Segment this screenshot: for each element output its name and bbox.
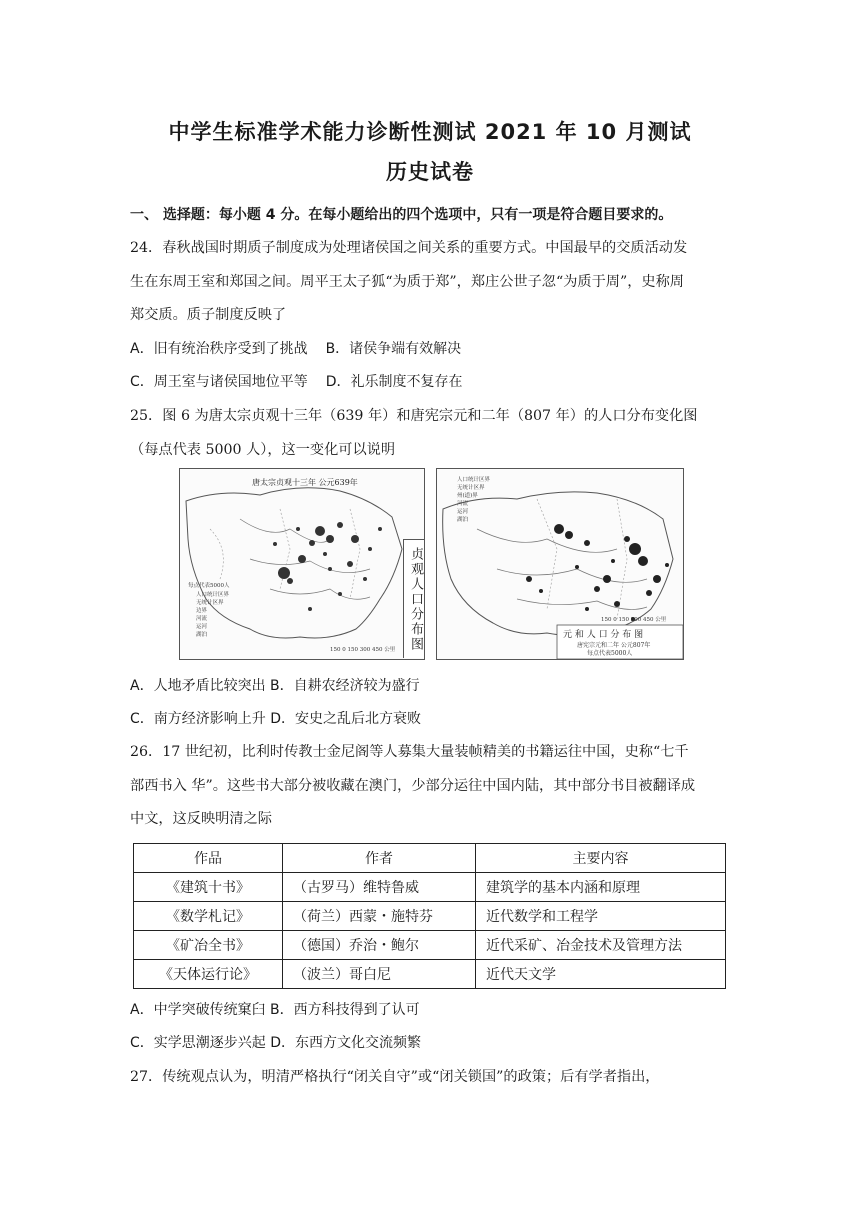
q24-option-d: D．礼乐制度不复存在 [325,374,463,390]
q24-option-c: C．周王室与诸侯国地位平等 [130,374,308,390]
table-cell-work: 《建筑十书》 [134,873,283,902]
table-cell-content: 近代天文学 [476,960,726,989]
table-header-author: 作者 [283,844,476,873]
zhenguan-legend-5: 运河 [196,624,208,630]
yuanhe-legend-2: 州(道)界 [457,493,478,499]
zhenguan-vertical-label: 贞观人口分布图 [403,539,424,658]
yuanhe-map-title: 元 和 人 口 分 布 图 [563,630,644,640]
table-header-content: 主要内容 [476,844,726,873]
yuanhe-caption-1: 唐宪宗元和二年 公元807年 [577,642,651,649]
q24-options-row-2 [130,372,730,392]
q26-line-3: 中文，这反映明清之际 [130,811,272,827]
western-books-table [133,843,726,989]
zhenguan-scale: 150 0 150 300 450 公里 [330,647,396,653]
q25-line-2: （每点代表 5000 人），这一变化可以说明 [130,442,396,458]
q24-line-3: 郑交质。质子制度反映了 [130,307,287,323]
yuanhe-legend-0: 人口统计区界 [457,477,491,483]
zhenguan-legend-2: 无统计区界 [196,600,224,606]
table-cell-content: 近代数学和工程学 [476,902,726,931]
zhenguan-legend-1: 人口统计区界 [196,592,230,598]
zhenguan-map-drawing [180,469,424,659]
table-cell-work: 《天体运行论》 [134,960,283,989]
yuanhe-caption-2: 每点代表5000人 [587,650,633,657]
yuanhe-scale: 150 0 150 300 450 公里 [601,617,667,623]
table-row [134,902,726,931]
table-header-work: 作品 [134,844,283,873]
q26-options-row-2: C．实学思潮逐步兴起 D．东西方文化交流频繁 [130,1035,422,1051]
q26-line-2: 部西书入 华”。这些书大部分被收藏在澳门，少部分运往中国内陆，其中部分书目被翻译成 [130,778,696,794]
q25-line-1: 25．图 6 为唐太宗贞观十三年（639 年）和唐宪宗元和二年（807 年）的人口分布变化图 [130,408,698,424]
table-cell-content: 近代采矿、冶金技术及管理方法 [476,931,726,960]
table-cell-author: （波兰）哥白尼 [283,960,476,989]
yuanhe-legend-1: 无统计区界 [457,485,485,491]
q27-line-1: 27．传统观点认为，明清严格执行“闭关自守”或“闭关锁国”的政策；后有学者指出， [130,1069,660,1085]
zhenguan-legend-0: 每点代表5000人 [188,583,230,589]
q24-line-1: 24．春秋战国时期质子制度成为处理诸侯国之间关系的重要方式。中国最早的交质活动发 [130,240,688,256]
zhenguan-population-map [179,468,425,660]
q26-line-1: 26．17 世纪初，比利时传教士金尼阁等人募集大量装帧精美的书籍运往中国，史称“七千 [130,744,689,760]
table-cell-author: （古罗马）维特鲁威 [283,873,476,902]
zhenguan-legend-6: 湖泊 [196,632,208,638]
q26-options-row-1: A．中学突破传统窠臼 B．西方科技得到了认可 [130,1002,420,1018]
zhenguan-map-title: 唐太宗贞观十三年 公元639年 [252,478,358,487]
table-cell-author: （德国）乔治・鲍尔 [283,931,476,960]
table-cell-content: 建筑学的基本内涵和原理 [476,873,726,902]
q24-option-b: B．诸侯争端有效解决 [325,341,462,357]
q24-option-a: A．旧有统治秩序受到了挑战 [130,341,308,357]
yuanhe-legend-5: 湖泊 [457,517,469,523]
q24-line-2: 生在东周王室和郑国之间。周平王太子狐“为质于郑”，郑庄公世子忽“为质于周”，史称周 [130,274,684,290]
table-row [134,960,726,989]
q24-options-row-1 [130,339,730,359]
yuanhe-legend-4: 运河 [457,509,469,515]
table-row [134,873,726,902]
table-header-row [134,844,726,873]
table-cell-work: 《矿冶全书》 [134,931,283,960]
yuanhe-map-drawing [437,469,683,659]
zhenguan-legend-3: 边界 [196,608,208,614]
q25-options-row-1: A．人地矛盾比较突出 B．自耕农经济较为盛行 [130,678,420,694]
table-cell-work: 《数学札记》 [134,902,283,931]
exam-subtitle: 历史试卷 [386,160,474,184]
table-cell-author: （荷兰）西蒙・施特芬 [283,902,476,931]
section-heading: 一、 选择题：每小题 4 分。在每小题给出的四个选项中，只有一项是符合题目要求的。 [130,207,673,223]
q25-options-row-2: C．南方经济影响上升 D．安史之乱后北方衰败 [130,711,422,727]
yuanhe-legend-3: 河流 [457,501,469,507]
zhenguan-legend-4: 河流 [196,616,208,622]
table-row [134,931,726,960]
exam-title: 中学生标准学术能力诊断性测试 2021 年 10 月测试 [168,120,692,144]
yuanhe-population-map [436,468,684,660]
